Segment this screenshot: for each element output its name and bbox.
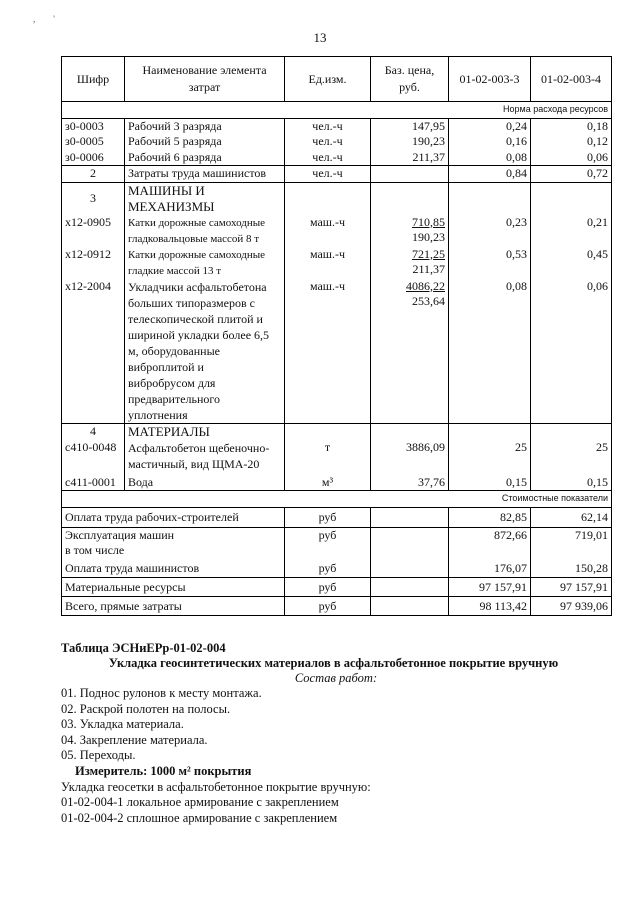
norm-banner: Норма расхода ресурсов bbox=[62, 102, 612, 119]
list-item: 02. Раскрой полотен на полосы. bbox=[61, 701, 231, 716]
table-row: с411-0001 Вода м³ 37,76 0,15 0,15 bbox=[62, 472, 612, 491]
list-item: 01-02-004-2 сплошное армирование с закреплением bbox=[61, 810, 338, 825]
summary-row: Всего, прямые затраты руб 98 113,42 97 939,06 bbox=[62, 596, 612, 615]
table-row: з0-0005 Рабочий 5 разряда чел.-ч 190,23 0,16 0,12 bbox=[62, 134, 612, 150]
table-row: х12-2004 Укладчики асфальтобетона больших типоразмеров с телескопической плитой и шириной укладки более 6,5 м, оборудованные виброплитой и вибробрусом для предварительного уплотнения маш.-ч 4086,22 253,64 0,08 0,06 bbox=[62, 279, 612, 424]
resource-table bbox=[61, 56, 612, 616]
cost-banner: Стоимостные показатели bbox=[62, 491, 612, 508]
composition-title: Состав работ: bbox=[294, 671, 378, 685]
list-item: 01. Поднос рулонов к месту монтажа. bbox=[61, 686, 262, 700]
list-item: 04. Закрепление материала. bbox=[61, 732, 208, 747]
col-variant-1: 01-02-003-3 bbox=[449, 57, 531, 102]
section-materials: 4 МАТЕРИАЛЫ bbox=[62, 423, 612, 440]
list-item: 01-02-004-1 локальное армирование с закреплением bbox=[61, 795, 339, 810]
description: Укладка геосетки в асфальтобетонное покрытие вручную: bbox=[61, 779, 371, 794]
table-header bbox=[62, 57, 612, 102]
table-row: 2 Затраты труда машинистов чел.-ч 0,84 0,72 bbox=[62, 166, 612, 183]
table-subtitle: Укладка геосинтетических материалов в асфальтобетонное покрытие вручную bbox=[108, 656, 559, 670]
col-code: Шифр bbox=[62, 57, 125, 102]
table-row: х12-0905 Катки дорожные самоходные гладковальцовые массой 8 т маш.-ч 710,85 190,23 0,23 0,21 bbox=[62, 215, 612, 247]
section-machines: 3 МАШИНЫ И МЕХАНИЗМЫ bbox=[62, 182, 612, 215]
list-item: 05. Переходы. bbox=[61, 748, 136, 763]
summary-row: Материальные ресурсы руб 97 157,91 97 157,91 bbox=[62, 577, 612, 596]
summary-row: в том числе bbox=[62, 543, 612, 559]
col-variant-2: 01-02-003-4 bbox=[531, 57, 612, 102]
col-name: Наименование элемента затрат bbox=[125, 57, 285, 102]
summary-row: Эксплуатация машин руб 872,66 719,01 bbox=[62, 527, 612, 543]
col-price: Баз. цена, руб. bbox=[371, 57, 449, 102]
meter: Измеритель: 1000 м² покрытия bbox=[75, 763, 252, 778]
summary-row: Оплата труда рабочих-строителей руб 82,85 62,14 bbox=[62, 507, 612, 527]
table-title: Таблица ЭСНиЕРр-01-02-004 bbox=[61, 641, 226, 655]
page-number: 13 bbox=[313, 30, 327, 45]
list-item: 03. Укладка материала. bbox=[61, 717, 184, 732]
scan-specks: , ' bbox=[33, 14, 55, 24]
table-row: х12-0912 Катки дорожные самоходные гладкие массой 13 т маш.-ч 721,25 211,37 0,53 0,45 bbox=[62, 247, 612, 279]
summary-row: Оплата труда машинистов руб 176,07 150,28 bbox=[62, 559, 612, 578]
table-row: з0-0006 Рабочий 6 разряда чел.-ч 211,37 0,08 0,06 bbox=[62, 150, 612, 166]
col-unit: Ед.изм. bbox=[285, 57, 371, 102]
work-list bbox=[61, 686, 371, 826]
table-row: з0-0003 Рабочий 3 разряда чел.-ч 147,95 0,24 0,18 bbox=[62, 118, 612, 134]
table-row: с410-0048 Асфальтобетон щебеночно- мастичный, вид ЩМА-20 т 3886,09 25 25 bbox=[62, 440, 612, 472]
